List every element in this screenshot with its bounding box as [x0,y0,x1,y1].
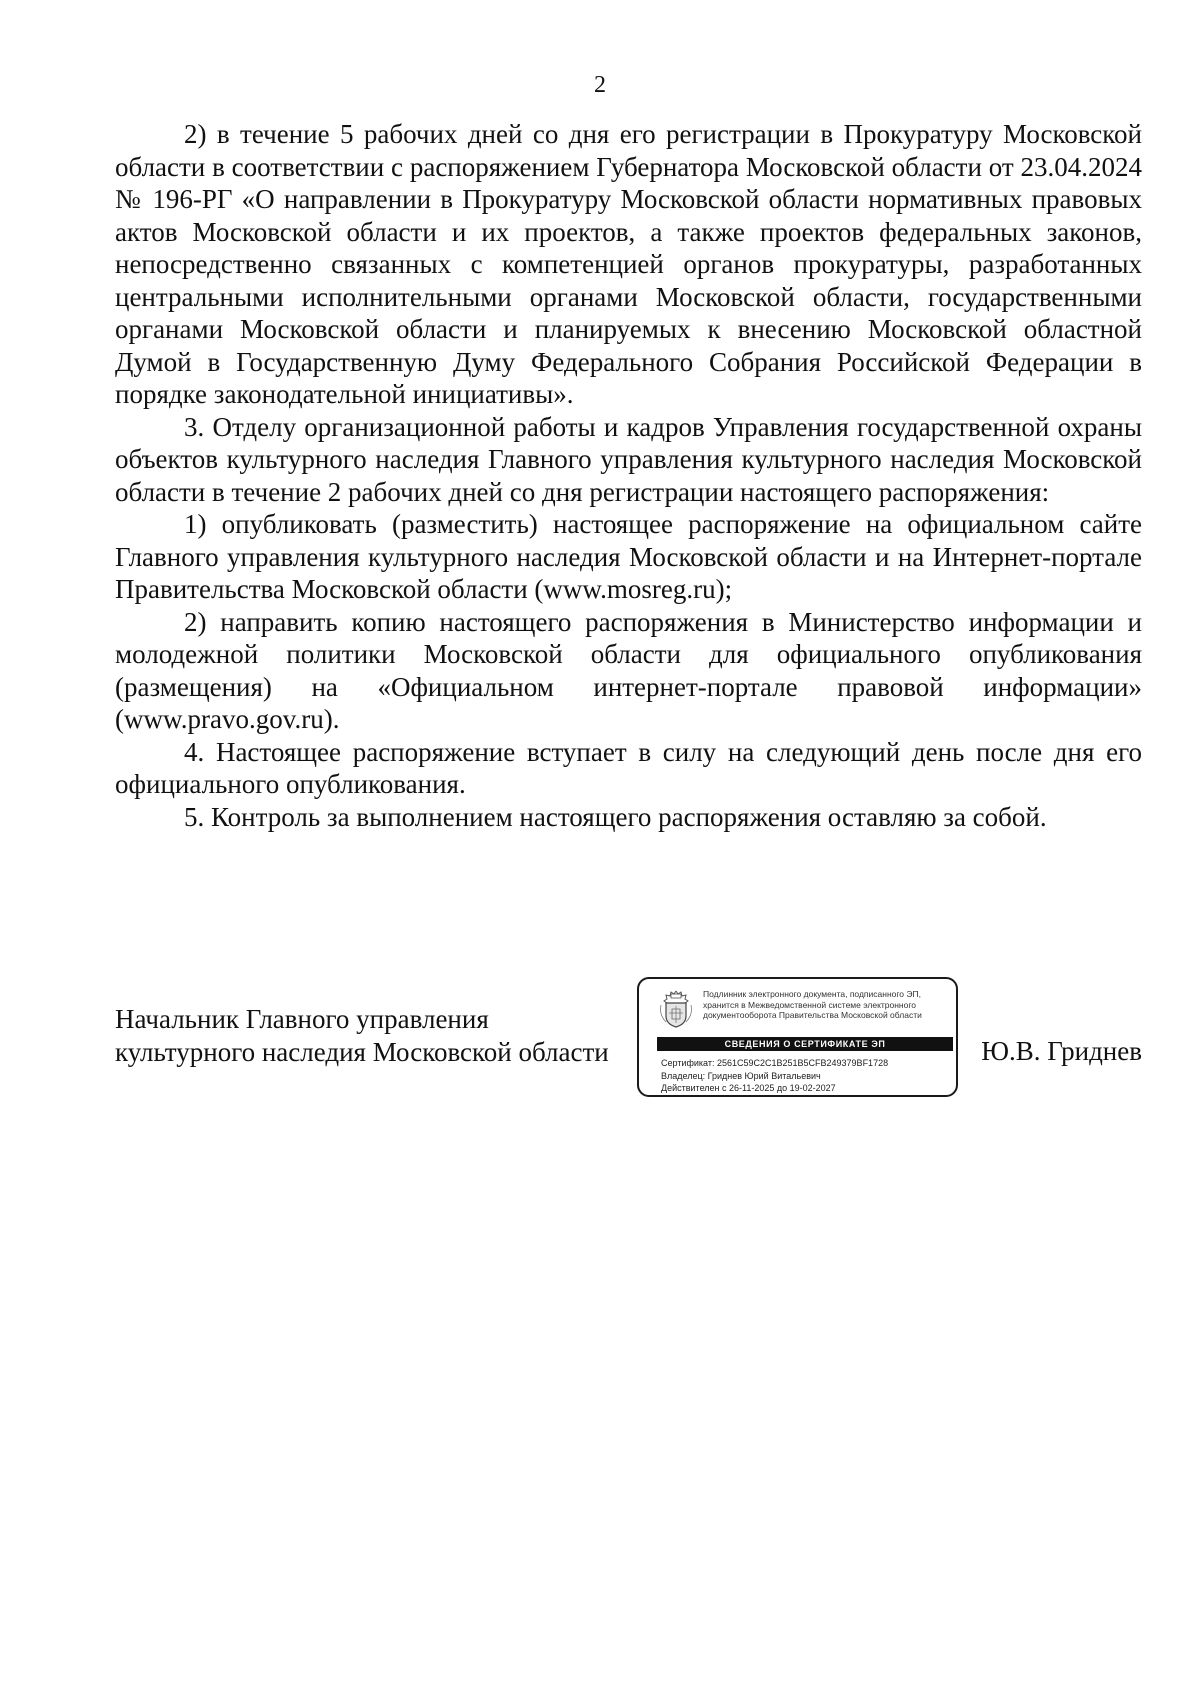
stamp-header [703,989,953,1021]
document-body [115,118,1142,833]
certificate-owner: Владелец: Гриднев Юрий Витальевич [661,1070,821,1081]
stamp-header-line-3: документооборота Правительства Московской области [703,1010,922,1020]
signature-block [115,975,1142,1105]
certificate-details [661,1057,888,1095]
certificate-number: Сертификат: 2561C59C2C1B251B5CFB249379BF1728 [661,1058,889,1068]
moscow-oblast-coat-of-arms-icon [657,989,695,1029]
signatory-name: Ю.В. Гриднев [981,1036,1142,1066]
signatory-position-line-2: культурного наследия Московской области [115,1036,609,1067]
electronic-signature-stamp [637,977,958,1097]
paragraph-clause-3-item-2: 2) направить копию настоящего распоряжения в Министерство информации и молодежной политики Московской области для официального опубликования (размещения) на «Официальном интернет-портале правовой информации» (www.pravo.gov.ru). [115,606,1142,734]
paragraph-clause-5: 5. Контроль за выполнением настоящего распоряжения оставляю за собой. [184,801,1047,832]
stamp-header-line-2: хранится в Межведомственной системе электронного [703,999,916,1010]
paragraph-clause-4: 4. Настоящее распоряжение вступает в силу на следующий день после дня его официального опубликования. [115,736,1142,799]
certificate-info-bar: СВЕДЕНИЯ О СЕРТИФИКАТЕ ЭП [657,1037,953,1051]
signatory-position-line-1: Начальник Главного управления [115,1004,489,1034]
page-number: 2 [594,72,606,98]
certificate-validity: Действителен с 26-11-2025 до 19-02-2027 [661,1083,836,1093]
paragraph-item-2-prosecutor: 2) в течение 5 рабочих дней со дня его регистрации в Прокуратуру Московской области в соответствии с распоряжением Губернатора Московской области от 23.04.2024 № 196-РГ «О направлении в Прокуратуру Московской области нормативных правовых актов Московской области и их проектов, а также проектов федеральных законов, непосредственно связанных с компетенцией органов прокуратуры, разработанных центральными исполнительными органами Московской области, государственными органами Московской области и планируемых к внесению Московской областной Думой в Государственную Думу Федерального Собрания Российской Федерации в порядке законодательной инициативы». [115,119,1142,409]
signatory-position [115,1003,609,1068]
paragraph-clause-3-item-1: 1) опубликовать (разместить) настоящее распоряжение на официальном сайте Главного управления культурного наследия Московской области и на Интернет-портале Правительства Московской области (www.mosreg.ru); [115,509,1142,604]
paragraph-clause-3: 3. Отделу организационной работы и кадров Управления государственной охраны объектов культурного наследия Главного управления культурного наследия Московской области в течение 2 рабочих дней со дня регистрации настоящего распоряжения: [115,411,1142,507]
stamp-header-line-1: Подлинник электронного документа, подписанного ЭП, [703,989,921,999]
